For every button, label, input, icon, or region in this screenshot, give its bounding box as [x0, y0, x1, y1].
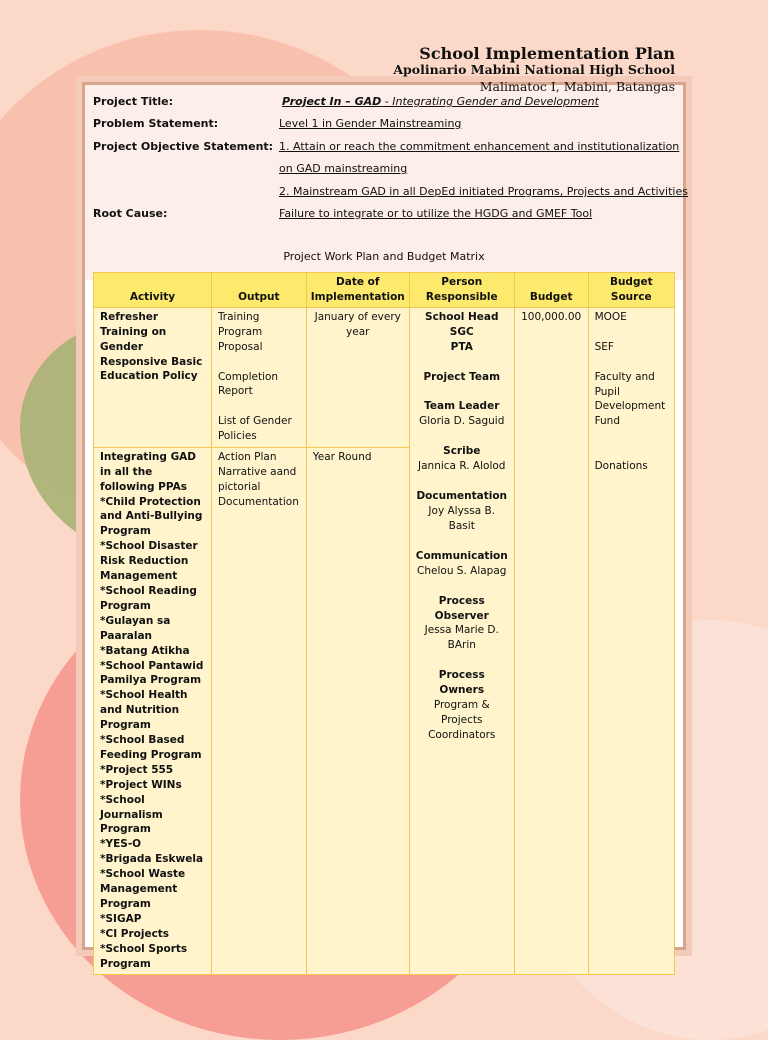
person-role: SGC — [449, 325, 474, 338]
source-item: MOOE — [594, 310, 627, 323]
program-item: *School Sports Program — [100, 942, 188, 970]
person-name: Chelou S. Alapag — [417, 564, 507, 577]
page-title: School Implementation Plan — [419, 44, 675, 63]
project-title-rest: - Integrating Gender and Development — [381, 95, 599, 108]
program-item: *School Pantawid Pamilya Program — [100, 659, 204, 687]
person-name: Joy Alyssa B. Basit — [428, 504, 496, 532]
objective-2: 2. Mainstream GAD in all DepEd initiated Programs, Projects and Activities — [279, 185, 688, 198]
project-title-row — [93, 95, 173, 108]
objective-1a: 1. Attain or reach the commitment enhancement and institutionalization — [279, 140, 680, 153]
output-item: Action Plan — [217, 450, 277, 463]
col-source-header: Budget Source — [588, 273, 674, 308]
problem-label: Problem Statement: — [93, 117, 219, 130]
program-item: *Batang Atikha — [100, 644, 190, 657]
col-activity-header: Activity — [94, 273, 212, 308]
school-name: Apolinario Mabini National High School — [393, 62, 675, 77]
program-item: *Project 555 — [100, 763, 174, 776]
person-name: Gloria D. Saguid — [419, 415, 505, 428]
col-person-header: Person Responsible — [409, 273, 514, 308]
person-role: PTA — [450, 340, 473, 353]
source-item: SEF — [594, 340, 614, 353]
objective-label: Project Objective Statement: — [93, 140, 274, 153]
col-budget-header: Budget — [514, 273, 588, 308]
person-role: School Head — [425, 310, 499, 323]
program-item: *Project WINs — [100, 778, 182, 791]
root-cause-label: Root Cause: — [93, 207, 168, 220]
program-item: *SIGAP — [100, 912, 142, 925]
col-date-header: Date of Implementation — [306, 273, 409, 308]
table-row — [94, 307, 675, 447]
root-cause-value: Failure to integrate or to utilize the HGDG and GMEF Tool — [279, 207, 593, 220]
matrix-title: Project Work Plan and Budget Matrix — [283, 250, 485, 263]
program-item: *Child Protection and Anti-Bullying Program — [100, 495, 203, 538]
output-item: List of Gender Policies — [217, 415, 292, 443]
output-item: Narrative aand pictorial Documentation — [217, 465, 299, 508]
activity-intro: Integrating GAD in all the following PPAs — [100, 450, 197, 493]
source-cell — [588, 307, 674, 974]
school-address: Malimatoc I, Mabini, Batangas — [479, 79, 675, 94]
source-item: Faculty and Pupil Development Fund — [594, 370, 666, 428]
program-list — [100, 495, 205, 972]
person-role: Process Observer — [434, 594, 489, 622]
person-role: Communication — [415, 549, 508, 562]
budget-cell: 100,000.00 — [514, 307, 588, 974]
person-name: Program & Projects Coordinators — [428, 699, 496, 741]
output-cell — [211, 447, 306, 974]
program-item: *School Disaster Risk Reduction Management — [100, 540, 198, 583]
program-item: *School Based Feeding Program — [100, 734, 202, 761]
person-name: Jessa Marie D. BArin — [424, 624, 499, 652]
project-title-label: Project Title: — [93, 95, 174, 108]
project-title-bold: Project In – GAD — [282, 95, 382, 108]
date-cell: January of every year — [306, 307, 409, 447]
program-item: *School Reading Program — [100, 584, 197, 612]
output-item: Training Program Proposal — [217, 310, 263, 353]
person-role: Scribe — [443, 445, 481, 458]
program-item: *YES-O — [100, 838, 142, 851]
person-role: Process Owners — [438, 669, 485, 697]
program-item: *School Journalism Program — [100, 793, 163, 836]
person-role: Project Team — [423, 370, 501, 383]
output-item: Completion Report — [217, 370, 279, 398]
problem-value: Level 1 in Gender Mainstreaming — [279, 117, 462, 130]
activity-cell — [94, 447, 212, 974]
program-item: *School Waste Management Program — [100, 868, 186, 910]
objective-1b: on GAD mainstreaming — [279, 162, 408, 175]
person-role: Documentation — [416, 490, 508, 503]
output-cell — [211, 307, 306, 447]
program-item: *School Health and Nutrition Program — [100, 689, 188, 732]
program-item: *Brigada Eskwela — [100, 853, 204, 866]
person-name: Jannica R. Alolod — [418, 460, 506, 473]
activity-cell: Refresher Training on Gender Responsive Basic Education Policy — [94, 307, 212, 447]
program-item: *Gulayan sa Paaralan — [100, 614, 171, 642]
source-item: Donations — [594, 460, 648, 473]
work-plan-table — [93, 272, 675, 975]
program-item: *CI Projects — [100, 927, 170, 940]
table-header-row — [94, 273, 675, 308]
project-title-value — [282, 95, 599, 108]
person-cell — [409, 307, 514, 974]
col-output-header: Output — [211, 273, 306, 308]
date-cell: Year Round — [306, 447, 409, 974]
person-role: Team Leader — [424, 400, 500, 413]
